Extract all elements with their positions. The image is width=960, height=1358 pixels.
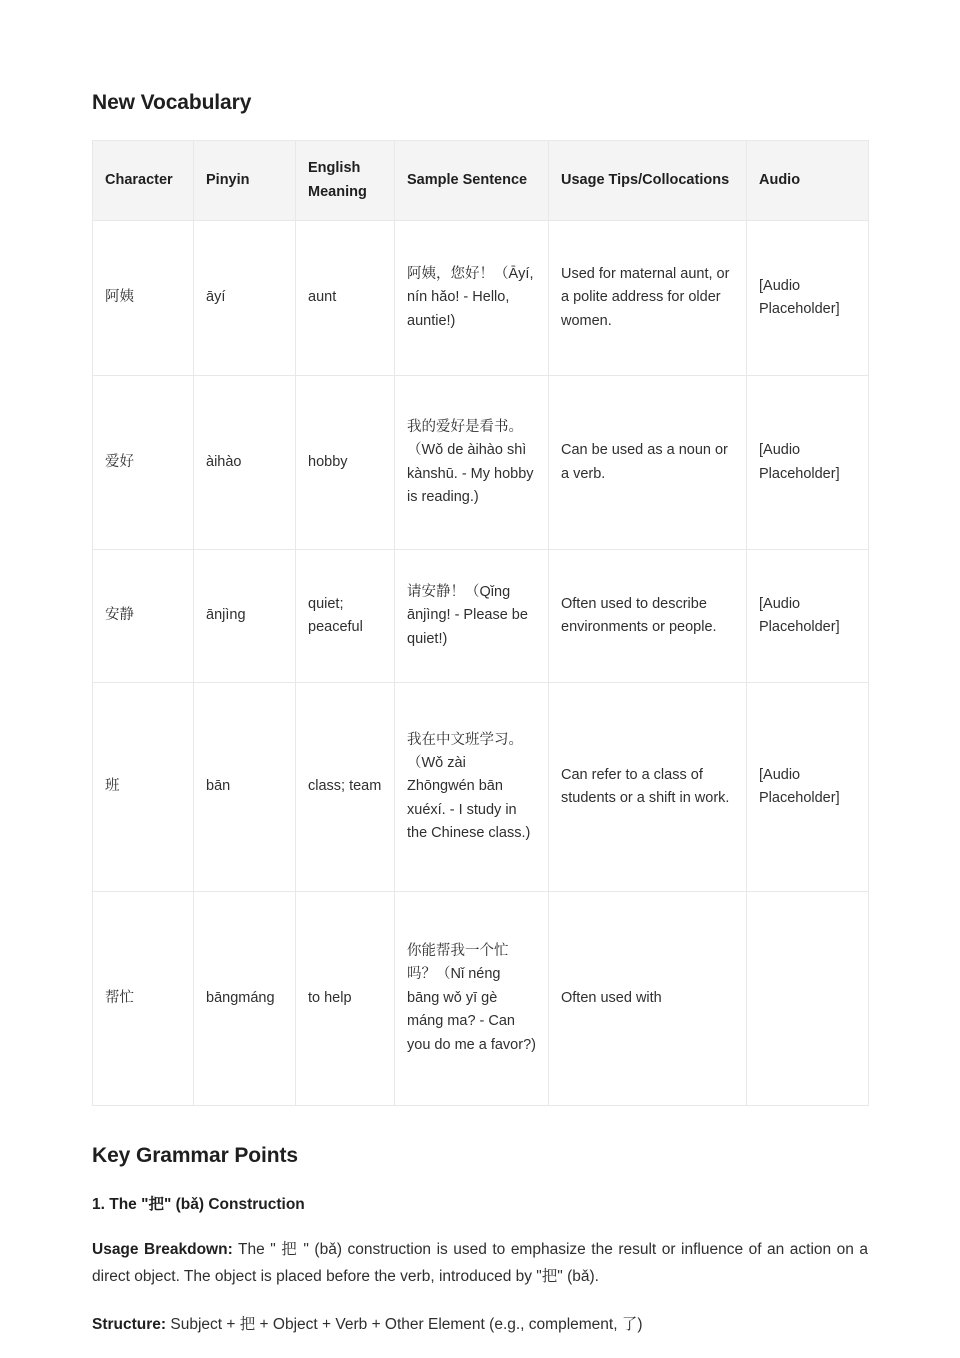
cell-meaning: to help — [296, 892, 395, 1106]
cell-character: 帮忙 — [93, 892, 194, 1106]
cell-pinyin: ānjìng — [194, 550, 296, 683]
structure-label: Structure: — [92, 1316, 167, 1334]
cell-audio: [Audio Placeholder] — [747, 221, 869, 376]
cell-audio — [747, 892, 869, 1106]
cell-usage: Can be used as a noun or a verb. — [549, 376, 747, 550]
usage-breakdown-label: Usage Breakdown: — [92, 1241, 233, 1259]
cell-audio: [Audio Placeholder] — [747, 376, 869, 550]
cell-pinyin: āyí — [194, 221, 296, 376]
cell-audio: [Audio Placeholder] — [747, 683, 869, 892]
cell-pinyin: àihào — [194, 376, 296, 550]
cell-character: 爱好 — [93, 376, 194, 550]
column-header-pinyin: Pinyin — [194, 141, 296, 221]
cell-sample: 阿姨，您好！（Āyí, nín hǎo! - Hello, auntie!) — [395, 221, 549, 376]
column-header-character: Character — [93, 141, 194, 221]
table-header-row — [93, 141, 869, 221]
cell-usage: Used for maternal aunt, or a polite address for older women. — [549, 221, 747, 376]
cell-usage: Often used to describe environments or people. — [549, 550, 747, 683]
structure-paragraph — [92, 1312, 868, 1339]
cell-character: 阿姨 — [93, 221, 194, 376]
cell-pinyin: bāngmáng — [194, 892, 296, 1106]
cell-meaning: quiet; peaceful — [296, 550, 395, 683]
cell-character: 班 — [93, 683, 194, 892]
table-row — [93, 376, 869, 550]
page-title: New Vocabulary — [92, 91, 252, 114]
table-row — [93, 892, 869, 1106]
column-header-english-meaning: English Meaning — [296, 141, 395, 221]
cell-usage: Often used with — [549, 892, 747, 1106]
cell-character: 安静 — [93, 550, 194, 683]
cell-meaning: aunt — [296, 221, 395, 376]
table-row — [93, 550, 869, 683]
cell-sample: 请安静！（Qǐng ānjìng! - Please be quiet!) — [395, 550, 549, 683]
usage-breakdown-paragraph — [92, 1237, 868, 1290]
cell-sample: 我在中文班学习。（Wǒ zài Zhōngwén bān xuéxí. - I study in the Chinese class.) — [395, 683, 549, 892]
cell-audio: [Audio Placeholder] — [747, 550, 869, 683]
cell-sample: 你能帮我一个忙吗？（Nǐ néng bāng wǒ yī gè máng ma? - Can you do me a favor?) — [395, 892, 549, 1106]
vocabulary-table — [92, 140, 869, 1106]
usage-breakdown-text: The " 把 " (bǎ) construction is used to emphasize the result or influence of an action on a direct object. The object is placed before the verb, introduced by "把" (bǎ). — [92, 1241, 868, 1285]
cell-meaning: hobby — [296, 376, 395, 550]
column-header-usage-tips: Usage Tips/Collocations — [549, 141, 747, 221]
column-header-sample-sentence: Sample Sentence — [395, 141, 549, 221]
grammar-section-title: Key Grammar Points — [92, 1144, 298, 1168]
cell-pinyin: bān — [194, 683, 296, 892]
cell-sample: 我的爱好是看书。（Wǒ de àihào shì kànshū. - My hobby is reading.) — [395, 376, 549, 550]
column-header-audio: Audio — [747, 141, 869, 221]
table-row — [93, 221, 869, 376]
grammar-point-title: 1. The "把" (bǎ) Construction — [92, 1196, 305, 1214]
structure-text: Subject + 把 + Object + Verb + Other Element (e.g., complement, 了) — [166, 1316, 643, 1334]
cell-usage: Can refer to a class of students or a shift in work. — [549, 683, 747, 892]
table-row — [93, 683, 869, 892]
cell-meaning: class; team — [296, 683, 395, 892]
